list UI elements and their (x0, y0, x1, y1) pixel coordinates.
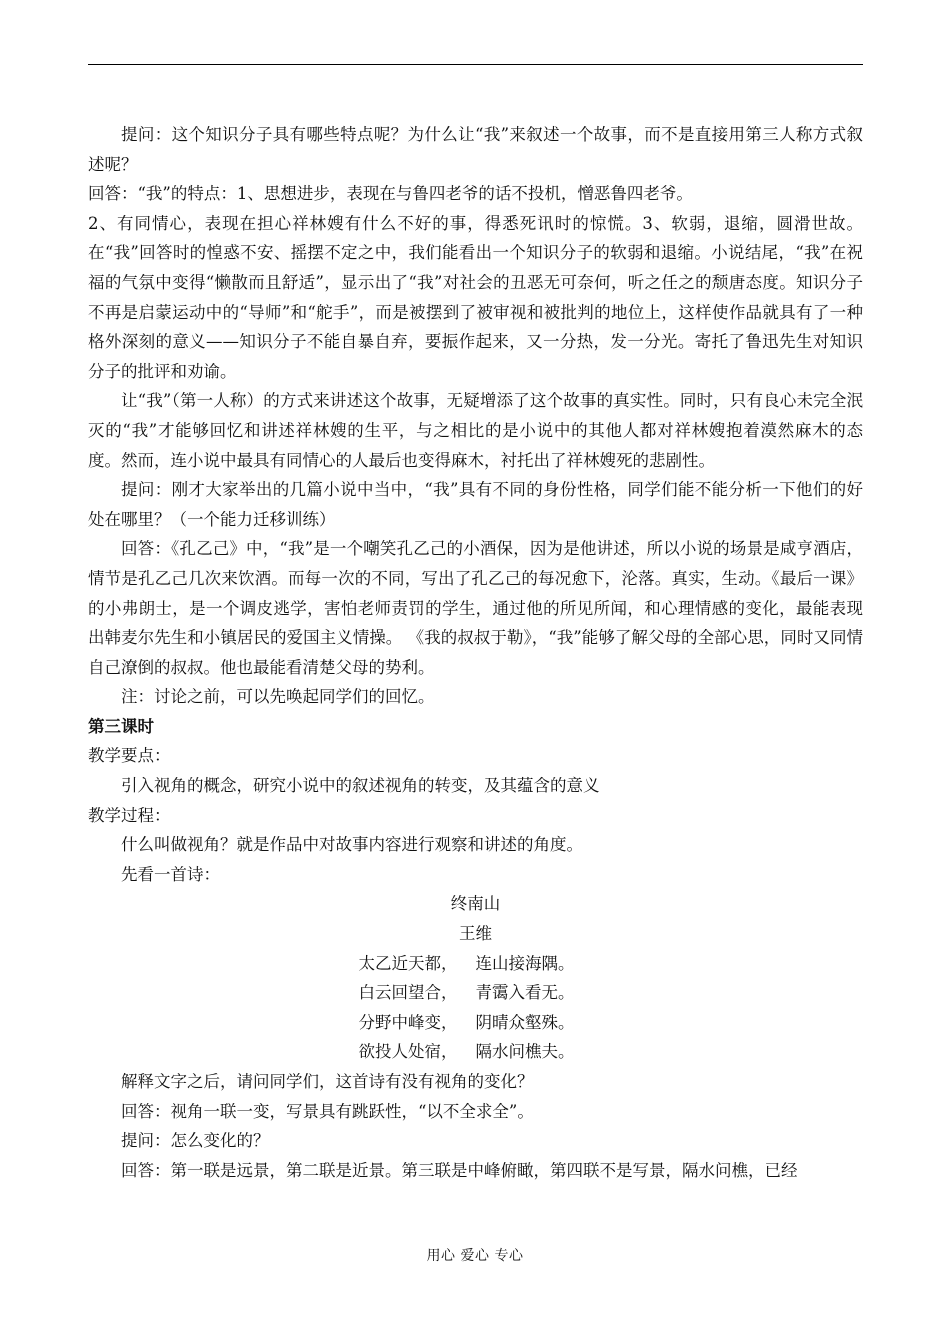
poem-verse-second-half: 连山接海隅。 (475, 953, 575, 973)
header-rule (88, 64, 863, 65)
poem-title: 终南山 (450, 894, 501, 914)
process-line: 什么叫做视角？就是作品中对故事内容进行观察和讲述的角度。 (121, 835, 583, 855)
poem-verse-first-half: 分野中峰变， (358, 1012, 458, 1032)
poem-verse (88, 949, 863, 979)
page-footer: 用心 爱心 专心 (426, 1248, 524, 1264)
poem-verse-second-half: 阴晴众壑殊。 (475, 1012, 575, 1032)
key-points-text: 引入视角的概念，研究小说中的叙述视角的转变，及其蕴含的意义 (121, 776, 600, 796)
paragraph: 回答：“我”的特点：1、思想进步，表现在与鲁四老爷的话不投机，憎恶鲁四老爷。 (88, 184, 693, 204)
poem-verse-first-half: 白云回望合， (358, 983, 458, 1003)
paragraph: 让“我”（第一人称）的方式来讲述这个故事，无疑增添了这个故事的真实性。同时，只有良心未完全泯灭的“我”才能够回忆和讲述祥林嫂的生平，与之相比的是小说中的其他人都对祥林嫂抱着漠然麻木的态度。然而，连小说中最具有同情心的人最后也变得麻木，衬托出了祥林嫂死的悲剧性。 (88, 391, 863, 470)
poem-author: 王维 (459, 924, 492, 944)
paragraph: 提问：怎么变化的？ (121, 1131, 270, 1151)
paragraph: 注：讨论之前，可以先唤起同学们的回忆。 (121, 687, 435, 707)
paragraph: 解释文字之后，请问同学们，这首诗有没有视角的变化？ (121, 1072, 534, 1091)
paragraph: 提问：这个知识分子具有哪些特点呢？为什么让“我”来叙述一个故事，而不是直接用第三人称方式叙述呢？ (88, 125, 863, 174)
process-label: 教学过程： (88, 805, 171, 825)
section-heading: 第三课时 (88, 716, 154, 736)
poem-verse (88, 978, 863, 1008)
poem-verse-second-half: 青霭入看无。 (475, 983, 575, 1003)
poem-verse (88, 1037, 863, 1067)
poem (88, 889, 863, 1067)
process-line: 先看一首诗： (121, 864, 220, 884)
paragraph: 回答：《孔乙己》中，“我”是一个嘲笑孔乙己的小酒保，因为是他讲述，所以小说的场景是咸亨酒店，情节是孔乙己几次来饮酒。而每一次的不同，写出了孔乙己的每况愈下，沦落。真实，生动。《最后一课》的小弗朗士，是一个调皮逃学，害怕老师责罚的学生，通过他的所见所闻，和心理情感的变化，最能表现出韩麦尔先生和小镇居民的爱国主义情操。 《我的叔叔于勒》，“我”能够了解父母的全部心思，同时又同情自己潦倒的叔叔。他也最能看清楚父母的势利。 (88, 539, 863, 677)
paragraph: 提问：刚才大家举出的几篇小说中当中，“我”具有不同的身份性格，同学们能不能分析一下他们的好处在哪里？（一个能力迁移训练） (88, 480, 863, 529)
paragraph: 回答：第一联是远景，第二联是近景。第三联是中峰俯瞰，第四联不是写景，隔水问樵，已经 (121, 1160, 798, 1180)
poem-verse-second-half: 隔水问樵夫。 (475, 1042, 575, 1062)
key-points-label: 教学要点： (88, 746, 171, 766)
poem-verse (88, 1008, 863, 1038)
poem-verse-first-half: 太乙近天都， (358, 953, 458, 973)
document-body (88, 120, 863, 1185)
paragraph: 2、有同情心，表现在担心祥林嫂有什么不好的事，得悉死讯时的惊慌。3、软弱，退缩，圆滑世故。在“我”回答时的惶惑不安、摇摆不定之中，我们能看出一个知识分子的软弱和退缩。小说结尾，“我”在祝福的气氛中变得“懒散而且舒适”，显示出了“我”对社会的丑恶无可奈何，听之任之的颓唐态度。知识分子不再是启蒙运动中的“导师”和“舵手”，而是被摆到了被审视和被批判的地位上，这样使作品就具有了一种格外深刻的意义——知识分子不能自暴自弃，要振作起来，又一分热，发一分光。寄托了鲁迅先生对知识分子的批评和劝谕。 (88, 213, 863, 381)
poem-verse-first-half: 欲投人处宿， (358, 1042, 458, 1062)
paragraph: 回答：视角一联一变，写景具有跳跃性，“以不全求全”。 (121, 1101, 534, 1121)
